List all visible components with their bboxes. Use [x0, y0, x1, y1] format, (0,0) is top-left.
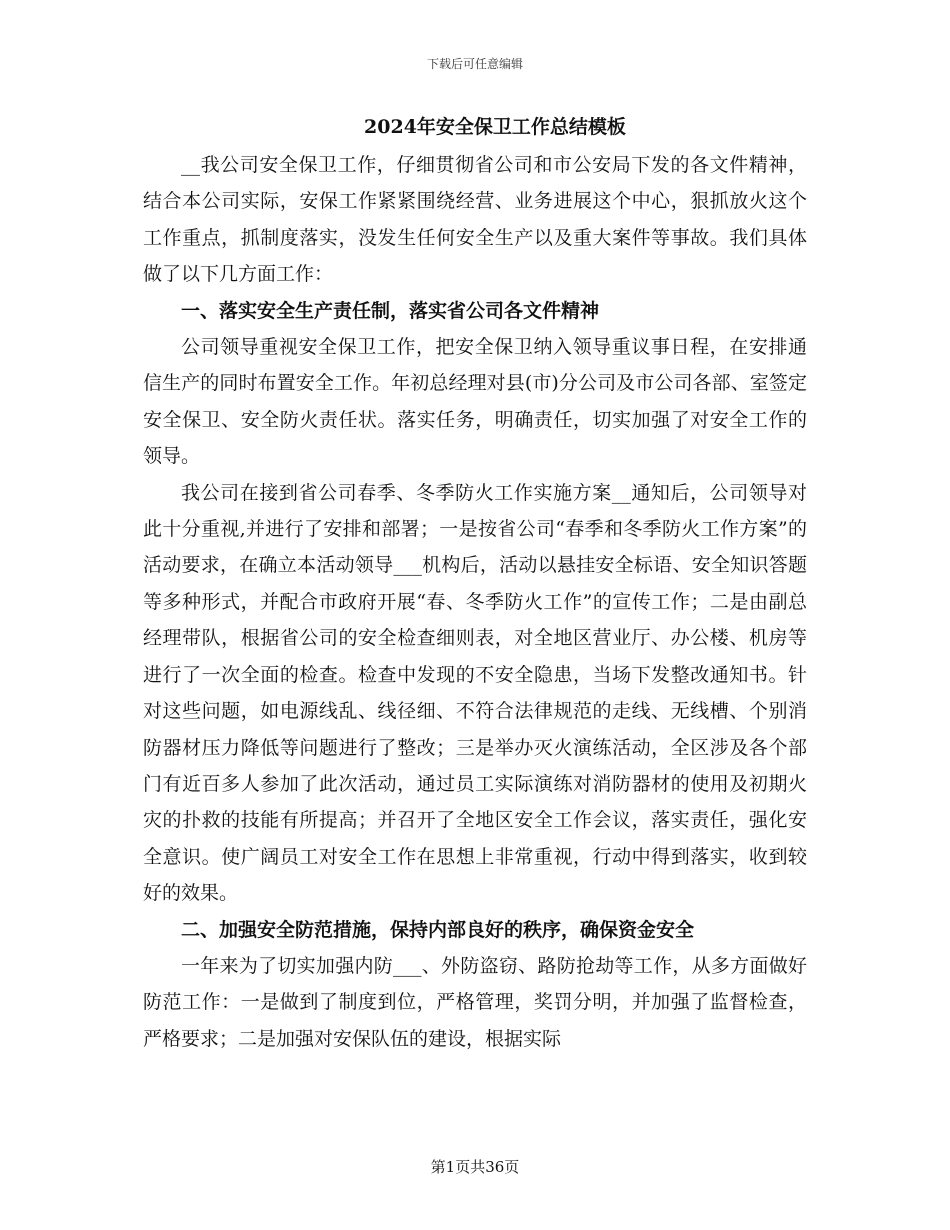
section-heading-1: 一、落实安全生产责任制，落实省公司各文件精神 — [181, 299, 600, 322]
document-title: 2024年安全保卫工作总结模板 — [364, 116, 626, 138]
page-header: 下载后可任意编辑 — [426, 57, 523, 71]
body-paragraph: 一年来为了切实加强内防___、外防盗窃、路防抢劫等工作，从多方面做好防范工作：一是做到了制度到位，严格管理，奖罚分明，并加强了监督检查，严格要求；二是加强对安保队伍的建设，根据实际 — [143, 954, 807, 1050]
body-paragraph: 我公司在接到省公司春季、冬季防火工作实施方案__通知后，公司领导对此十分重视,并进行了安排和部署；一是按省公司“春季和冬季防火工作方案”的活动要求，在确立本活动领导___机构后，活动以悬挂安全标语、安全知识答题等多种形式，并配合市政府开展“春、冬季防火工作”的宣传工作；二是由副总经理带队，根据省公司的安全检查细则表，对全地区营业厅、办公楼、机房等进行了一次全面的检查。检查中发现的不安全隐患，当场下发整改通知书。针对这些问题，如电源线乱、线径细、不符合法律规范的走线、无线槽、个别消防器材压力降低等问题进行了整改；三是举办灭火演练活动，全区涉及各个部门有近百多人参加了此次活动，通过员工实际演练对消防器材的使用及初期火灾的扑救的技能有所提高；并召开了全地区安全工作会议，落实责任，强化安全意识。使广阔员工对安全工作在思想上非常重视，行动中得到落实，收到较好的效果。 — [143, 481, 807, 905]
section-heading-2: 二、加强安全防范措施，保持内部良好的秩序，确保资金安全 — [181, 918, 695, 941]
document-body — [143, 147, 807, 1057]
intro-paragraph: __我公司安全保卫工作，仔细贯彻省公司和市公安局下发的各文件精神，结合本公司实际，安保工作紧紧围绕经营、业务进展这个中心，狠抓放火这个工作重点，抓制度落实，没发生任何安全生产以及重大案件等事故。我们具体做了以下几方面工作： — [143, 154, 807, 286]
page-footer: 第1页共36页 — [430, 1158, 520, 1176]
body-paragraph: 公司领导重视安全保卫工作，把安全保卫纳入领导重议事日程，在安排通信生产的同时布置安全工作。年初总经理对县(市)分公司及市公司各部、室签定安全保卫、安全防火责任状。落实任务，明确责任，切实加强了对安全工作的领导。 — [143, 336, 807, 468]
